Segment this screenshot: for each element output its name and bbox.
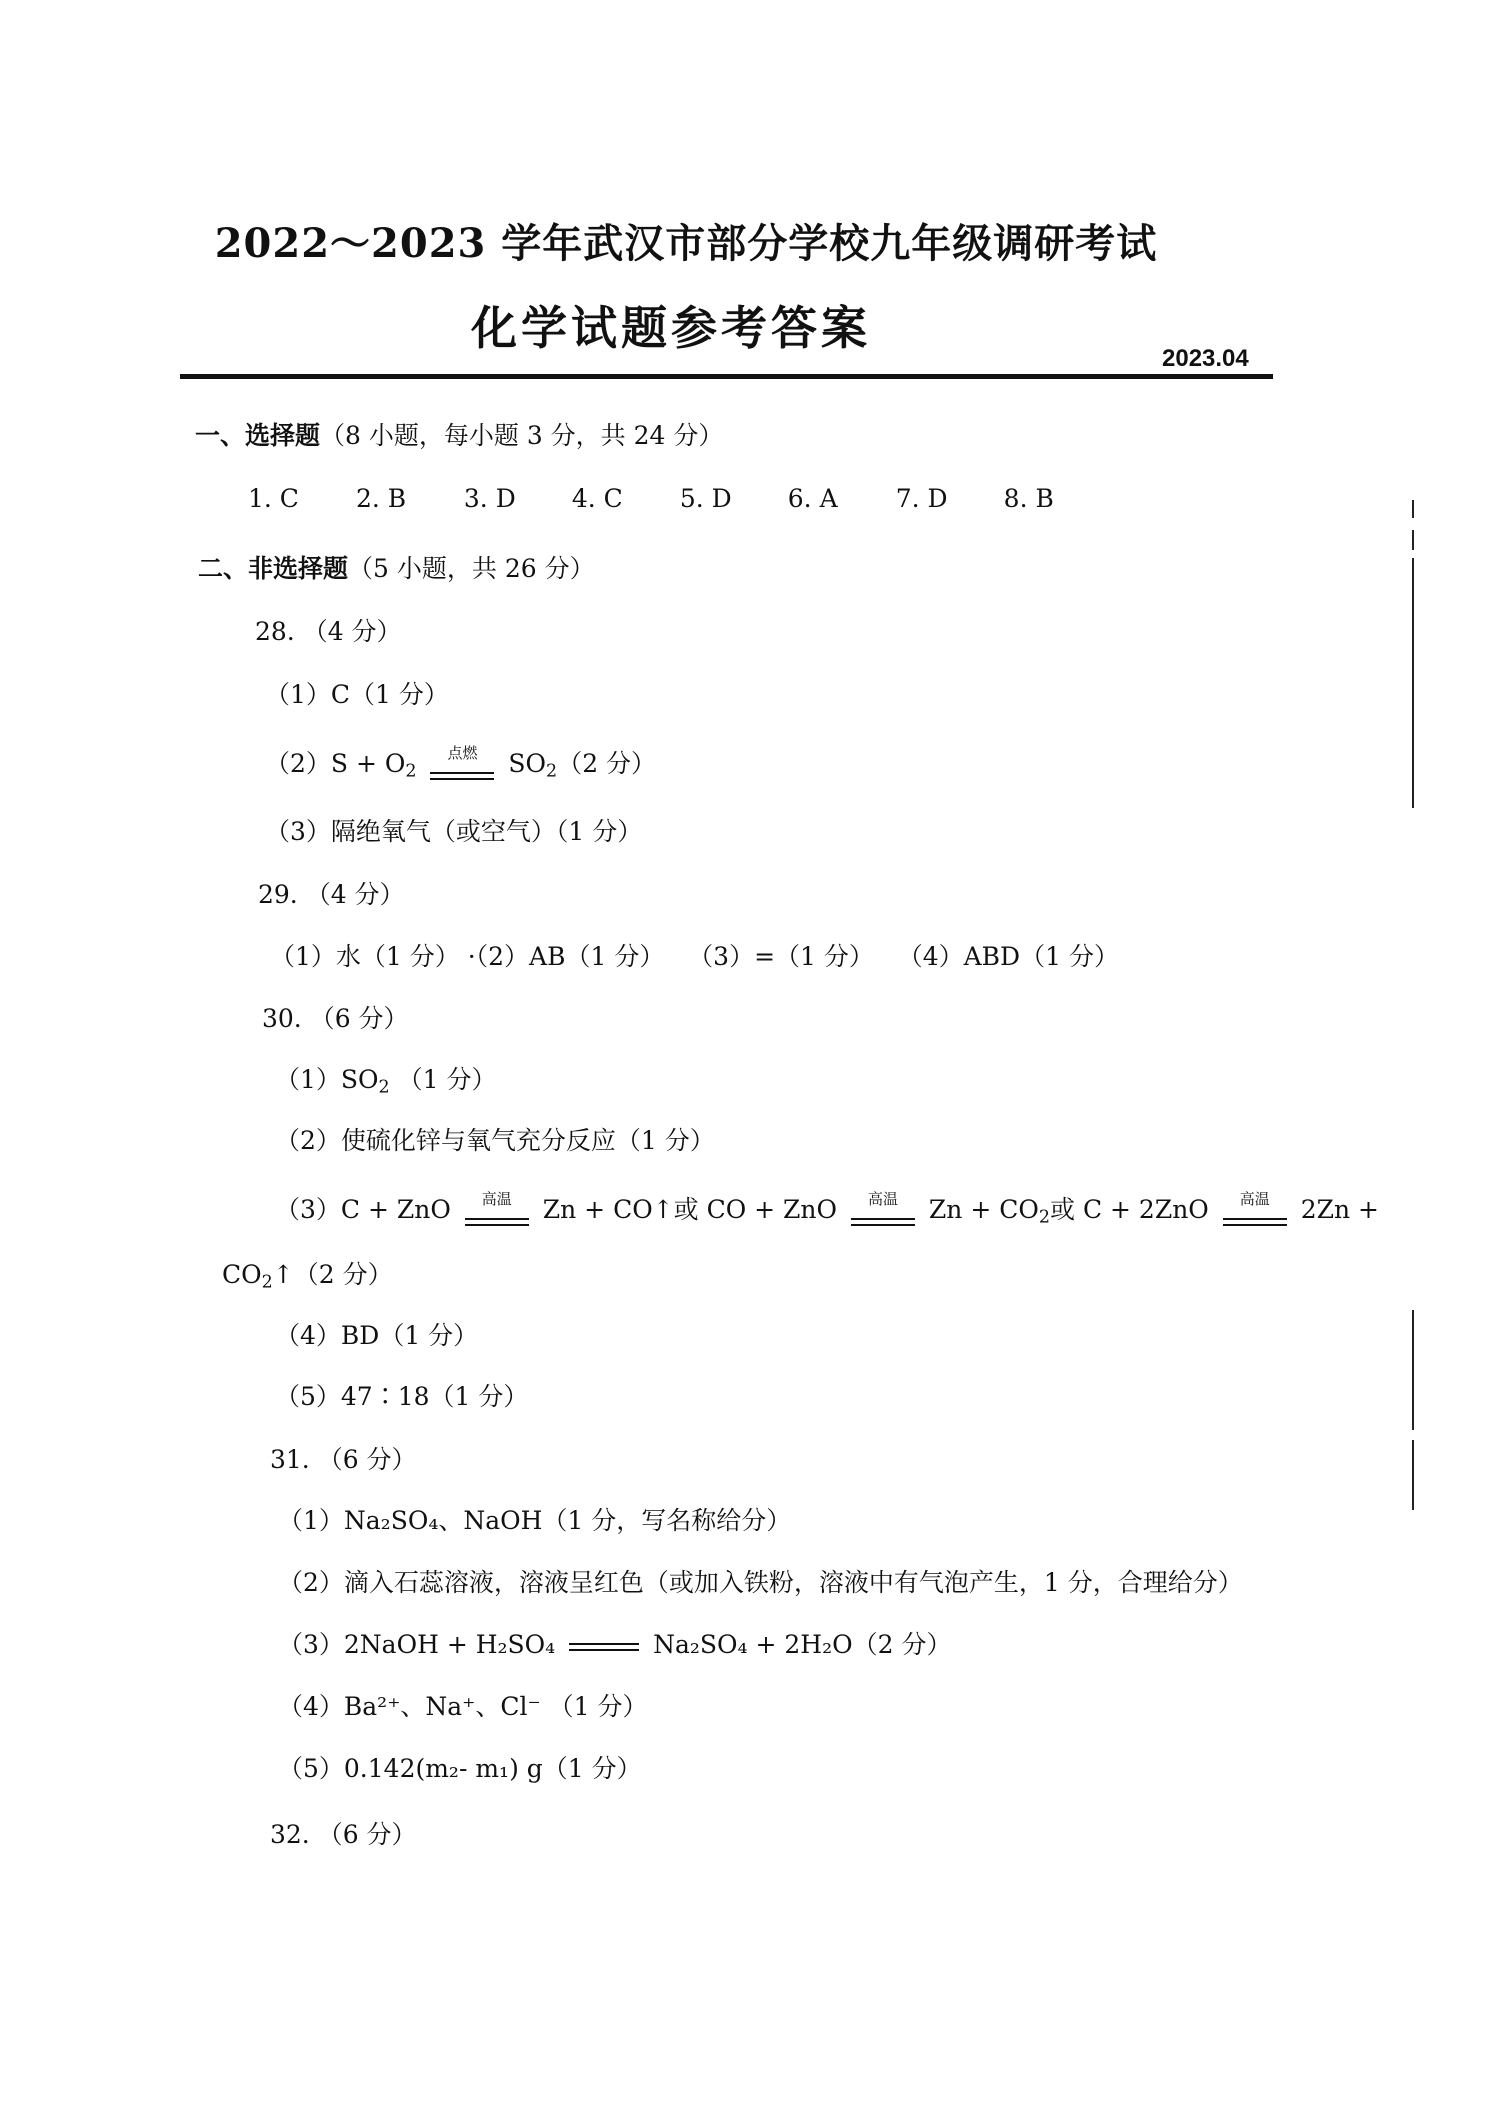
mcq-answer: 4. C xyxy=(571,484,623,513)
q30-answer-5: （5）47∶18（1 分） xyxy=(275,1382,529,1411)
q28-answer-1: （1）C（1 分） xyxy=(265,680,449,709)
section1-heading: 一、选择题（8 小题，每小题 3 分，共 24 分） xyxy=(195,421,724,450)
q31-head: 31. （6 分） xyxy=(270,1445,417,1474)
scan-mark xyxy=(1412,1310,1414,1430)
mcq-answer: 7. D xyxy=(895,484,948,513)
q29-answers: （1）水（1 分） ·（2）AB（1 分） （3）=（1 分） （4）ABD（1 分） xyxy=(270,942,1119,971)
header-rule xyxy=(180,374,1273,379)
q31-answer-3: （3）2NaOH + H₂SO₄ Na₂SO₄ + 2H₂O（2 分） xyxy=(278,1630,952,1659)
q29-head: 29. （4 分） xyxy=(258,880,405,909)
scan-mark xyxy=(1412,558,1414,808)
mcq-answer: 5. D xyxy=(679,484,732,513)
scan-mark xyxy=(1412,1440,1414,1510)
scan-mark xyxy=(1412,530,1414,550)
reaction-condition: 高温 xyxy=(1223,1206,1287,1221)
mcq-answer: 6. A xyxy=(787,484,838,513)
q30-head: 30. （6 分） xyxy=(262,1004,409,1033)
q31-answer-4: （4）Ba²⁺、Na⁺、Cl⁻ （1 分） xyxy=(278,1692,648,1721)
mcq-answer: 1. C xyxy=(248,484,299,513)
mcq-answer: 3. D xyxy=(463,484,516,513)
document-title: 2022～2023 学年武汉市部分学校九年级调研考试 xyxy=(214,220,1158,267)
equals-sign xyxy=(569,1643,639,1653)
q30-answer-2: （2）使硫化锌与氧气充分反应（1 分） xyxy=(275,1126,715,1155)
document-subtitle: 化学试题参考答案 xyxy=(471,301,871,355)
q31-answer-1: （1）Na₂SO₄、NaOH（1 分，写名称给分） xyxy=(278,1506,792,1535)
q32-head: 32. （6 分） xyxy=(270,1820,417,1849)
reaction-condition: 高温 xyxy=(851,1206,915,1221)
q30-answer-3: （3）C + ZnO 高温 Zn + CO↑或 CO + ZnO 高温 $Zn + CO_2$或 C + 2ZnO 高温 2Zn + xyxy=(275,1190,1379,1228)
q30-answer-4: （4）BD（1 分） xyxy=(275,1321,479,1350)
mcq-answers xyxy=(248,484,1104,513)
q31-answer-5: （5）0.142(m₂- m₁) g（1 分） xyxy=(278,1754,642,1783)
document-date: 2023.04 xyxy=(1162,345,1249,372)
q30-answer-3-continued: $CO_2↑(2$ 分） xyxy=(222,1260,393,1293)
q31-answer-2: （2）滴入石蕊溶液，溶液呈红色（或加入铁粉，溶液中有气泡产生，1 分，合理给分） xyxy=(278,1568,1243,1597)
scan-mark xyxy=(1412,500,1414,518)
mcq-answer: 2. B xyxy=(355,484,407,513)
reaction-condition: 点燃 xyxy=(430,760,494,775)
q30-answer-1: $(1)SO_2$ （1 分） xyxy=(275,1065,497,1098)
q28-head: 28. （4 分） xyxy=(255,617,402,646)
section2-heading: 二、非选择题（5 小题，共 26 分） xyxy=(198,554,595,583)
q28-answer-2: $(2)S + O_2$ 点燃 $SO_2(2$ 分） xyxy=(265,744,657,782)
q28-answer-3: （3）隔绝氧气（或空气）（1 分） xyxy=(265,817,643,846)
mcq-answer: 8. B xyxy=(1003,484,1054,513)
reaction-condition: 高温 xyxy=(465,1206,529,1221)
